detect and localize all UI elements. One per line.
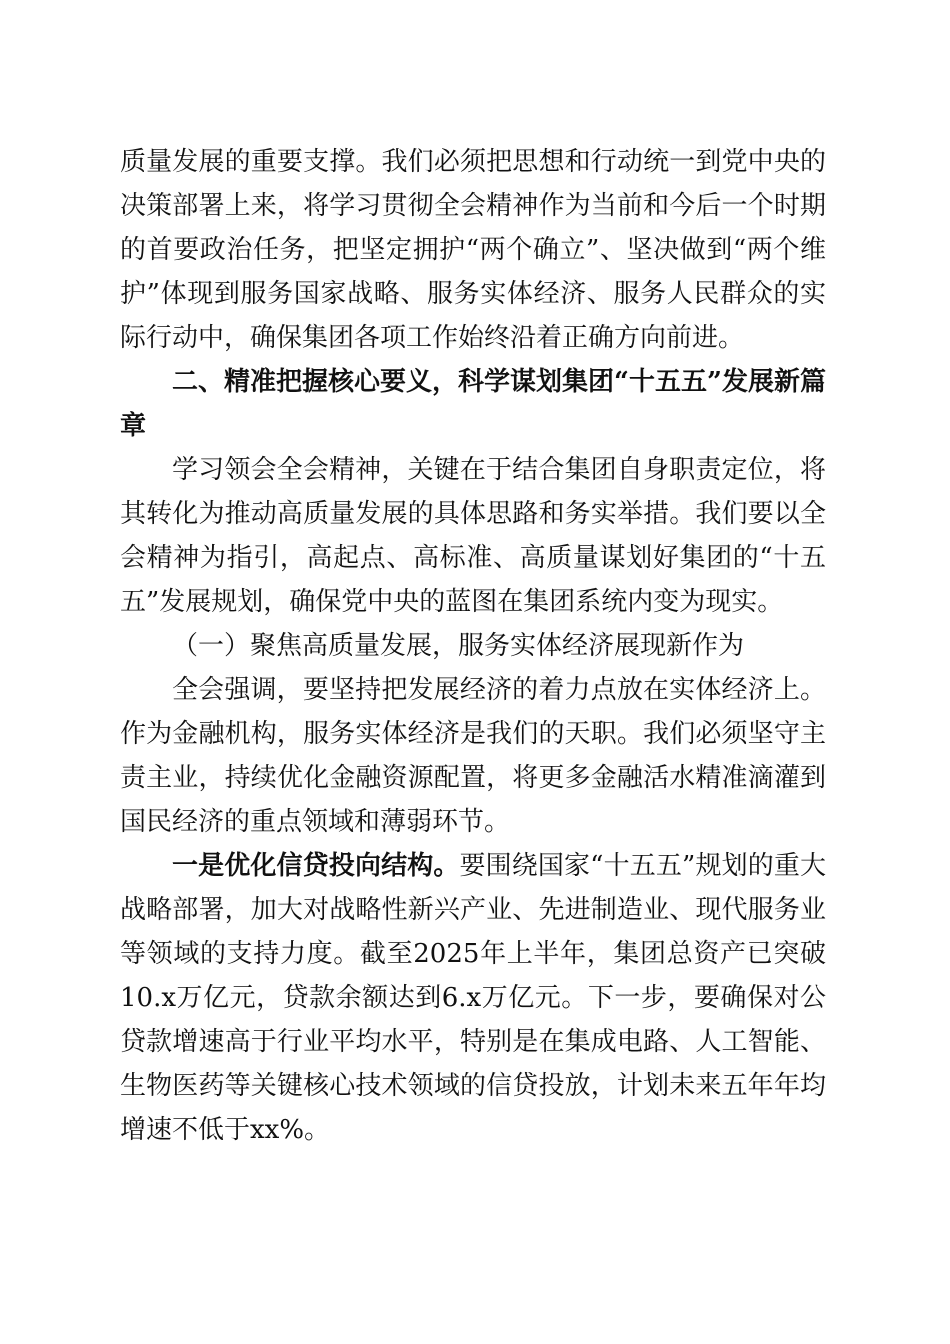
point-one-lead: 一是优化信贷投向结构。	[172, 851, 460, 881]
paragraph-body: 全会强调，要坚持把发展经济的着力点放在实体经济上。作为金融机构，服务实体经济是我们的天职。我们必须坚守主责主业，持续优化金融资源配置，将更多金融活水精准滴灌到国民经济的重点领域和薄弱环节。	[120, 675, 826, 837]
section-heading-2: 二、精准把握核心要义，科学谋划集团“十五五”发展新篇章	[120, 367, 826, 441]
subheading-1: （一）聚焦高质量发展，服务实体经济展现新作为	[172, 631, 745, 661]
point-one-body: 要围绕国家“十五五”规划的重大战略部署，加大对战略性新兴产业、先进制造业、现代服务业等领域的支持力度。截至2025年上半年，集团总资产已突破10.x万亿元，贷款余额达到6.x万亿元。下一步，要确保对公贷款增速高于行业平均水平，特别是在集成电路、人工智能、生物医药等关键核心技术领域的信贷投放，计划未来五年年均增速不低于xx%。	[120, 851, 826, 1145]
paragraph-intro: 学习领会全会精神，关键在于结合集团自身职责定位，将其转化为推动高质量发展的具体思路和务实举措。我们要以全会精神为指引，高起点、高标准、高质量谋划好集团的“十五五”发展规划，确保党中央的蓝图在集团系统内变为现实。	[120, 455, 826, 617]
document-body	[120, 140, 826, 1152]
paragraph-point-one	[120, 844, 826, 1152]
paragraph-continuation: 质量发展的重要支撑。我们必须把思想和行动统一到党中央的决策部署上来，将学习贯彻全会精神作为当前和今后一个时期的首要政治任务，把坚定拥护“两个确立”、坚决做到“两个维护”体现到服务国家战略、服务实体经济、服务人民群众的实际行动中，确保集团各项工作始终沿着正确方向前进。	[120, 147, 826, 353]
